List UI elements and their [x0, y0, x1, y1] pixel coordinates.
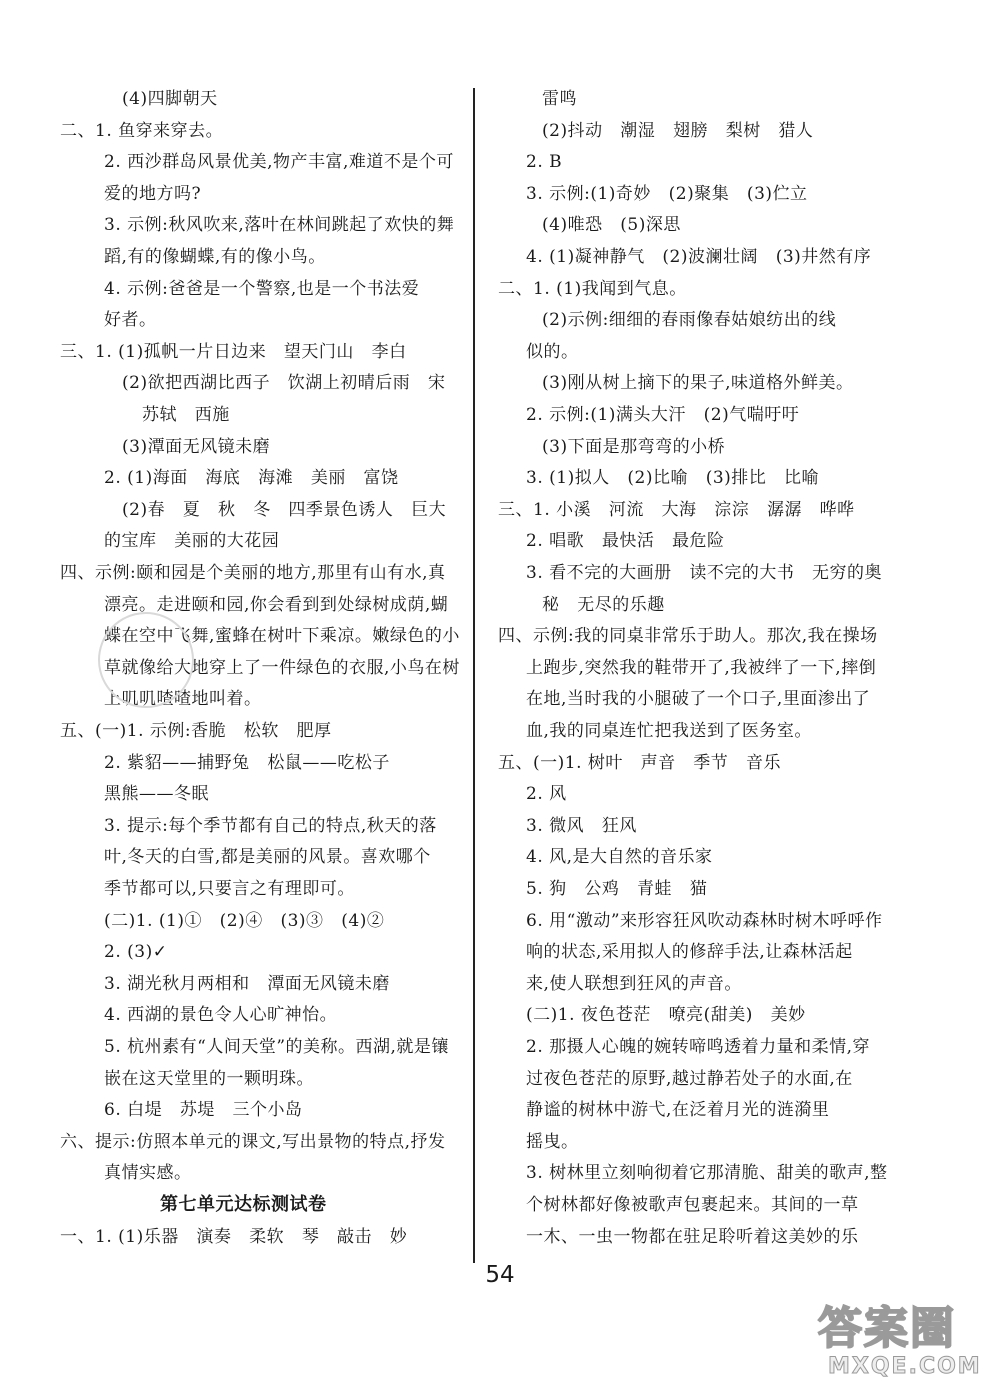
right-col-line-20: 在地,当时我的小腿破了一个口子,里面渗出了: [526, 689, 871, 710]
left-col-line-16: 四、示例:颐和园是个美丽的地方,那里有山有水,真: [60, 563, 446, 583]
right-col-line-16: 3. 看不完的大画册 读不完的大书 无穷的奥: [526, 563, 883, 583]
right-col-line-30: (二)1. 夜色苍茫 嘹亮(甜美) 美妙: [526, 1005, 806, 1026]
watermark-sub-text: MXQE.COM: [828, 1354, 982, 1379]
left-col-line-8: 好者。: [104, 310, 157, 331]
right-col-line-25: 4. 风,是大自然的音乐家: [526, 847, 713, 868]
right-col-line-2: (2)抖动 潮湿 翅膀 梨树 猎人: [542, 120, 814, 141]
right-col-line-33: 静谧的树林中游弋,在泛着月光的涟漪里: [526, 1100, 830, 1121]
left-col-line-18: 蝶在空中飞舞,蜜蜂在树叶下乘凉。嫩绿色的小: [104, 626, 460, 647]
left-col-line-32: 嵌在这天堂里的一颗明珠。: [104, 1068, 314, 1089]
left-col-line-28: 2. (3)✓: [104, 942, 168, 963]
right-col-line-8: (2)示例:细细的春雨像春姑娘纺出的线: [542, 310, 837, 331]
left-col-line-1: (4)四脚朝天: [122, 89, 218, 109]
right-col-line-37: 一木、一虫一物都在驻足聆听着这美妙的乐: [526, 1226, 859, 1247]
right-col-line-7: 二、1. (1)我闻到气息。: [498, 278, 687, 299]
right-col-line-26: 5. 狗 公鸡 青蛙 猫: [526, 879, 708, 899]
left-col-line-9: 三、1. (1)孤帆一片日边来 望天门山 李白: [60, 341, 407, 362]
right-col-line-24: 3. 微风 狂风: [526, 815, 637, 836]
right-col-line-3: 2. B: [526, 152, 563, 173]
right-col-line-4: 3. 示例:(1)奇妙 (2)聚集 (3)伫立: [526, 183, 808, 204]
right-col-line-23: 2. 风: [526, 784, 567, 805]
left-col-line-11: 苏轼 西施: [142, 405, 230, 425]
right-col-line-27: 6. 用“激动”来形容狂风吹动森林时树木呼呼作: [526, 910, 883, 931]
right-col-line-6: 4. (1)凝神静气 (2)波澜壮阔 (3)井然有序: [526, 247, 872, 267]
right-col-line-13: 3. (1)拟人 (2)比喻 (3)排比 比喻: [526, 468, 819, 489]
right-col-line-10: (3)刚从树上摘下的果子,味道格外鲜美。: [542, 373, 854, 394]
right-col-line-11: 2. 示例:(1)满头大汗 (2)气喘吁吁: [526, 405, 800, 425]
left-col-line-4: 爱的地方吗?: [104, 183, 202, 204]
left-col-line-25: 叶,冬天的白雪,都是美丽的风景。喜欢哪个: [104, 847, 431, 868]
right-col-line-9: 似的。: [526, 341, 579, 362]
watermark-logo: [818, 1292, 983, 1387]
left-col-line-27: (二)1. (1)① (2)④ (3)③ (4)②: [104, 910, 385, 931]
left-col-line-34: 六、提示:仿照本单元的课文,写出景物的特点,抒发: [60, 1131, 446, 1152]
left-col-line-35: 真情实感。: [104, 1163, 192, 1184]
left-col-line-7: 4. 示例:爸爸是一个警察,也是一个书法爱: [104, 278, 420, 299]
left-col-line-5: 3. 示例:秋风吹来,落叶在林间跳起了欢快的舞: [104, 215, 455, 236]
right-col-line-5: (4)唯恐 (5)深思: [542, 215, 681, 236]
left-col-line-23: 黑熊——冬眠: [104, 784, 209, 805]
right-col-line-32: 过夜色苍茫的原野,越过静若处子的水面,在: [526, 1068, 853, 1089]
left-col-line-36: 第七单元达标测试卷: [160, 1194, 327, 1215]
column-divider: [473, 88, 475, 1263]
left-col-line-15: 的宝库 美丽的大花园: [104, 531, 280, 552]
right-col-line-19: 上跑步,突然我的鞋带开了,我被绊了一下,摔倒: [526, 657, 877, 678]
left-col-line-31: 5. 杭州素有“人间天堂”的美称。西湖,就是镶: [104, 1037, 449, 1057]
left-col-line-10: (2)欲把西湖比西子 饮湖上初晴后雨 宋: [122, 373, 446, 394]
left-col-line-2: 二、1. 鱼穿来穿去。: [60, 120, 224, 141]
right-col-line-34: 摇曳。: [526, 1131, 579, 1152]
right-col-line-36: 个树林都好像被歌声包裹起来。其间的一草: [526, 1195, 859, 1215]
left-col-line-13: 2. (1)海面 海底 海滩 美丽 富饶: [104, 468, 399, 489]
left-col-line-30: 4. 西湖的景色令人心旷神怡。: [104, 1005, 338, 1026]
right-col-line-21: 血,我的同桌连忙把我送到了医务室。: [526, 721, 812, 741]
left-col-line-17: 漂亮。走进颐和园,你会看到到处绿树成荫,蝴: [104, 594, 449, 615]
left-col-line-19: 草就像给大地穿上了一件绿色的衣服,小鸟在树: [104, 657, 460, 678]
right-col-line-28: 响的状态,采用拟人的修辞手法,让森林活起: [526, 942, 853, 963]
left-col-line-20: 上叽叽喳喳地叫着。: [104, 689, 262, 710]
right-col-line-15: 2. 唱歌 最快活 最危险: [526, 531, 725, 552]
right-col-line-18: 四、示例:我的同桌非常乐于助人。那次,我在操场: [498, 626, 878, 647]
right-col-line-31: 2. 那摄人心魄的婉转啼鸣透着力量和柔情,穿: [526, 1037, 871, 1057]
watermark-main-text: 答案圈: [818, 1303, 956, 1354]
right-col-line-17: 秘 无尽的乐趣: [542, 594, 665, 615]
left-col-line-37: 一、1. (1)乐器 演奏 柔软 琴 敲击 妙: [60, 1226, 408, 1247]
left-col-line-3: 2. 西沙群岛风景优美,物产丰富,难道不是个可: [104, 152, 454, 173]
left-col-line-21: 五、(一)1. 示例:香脆 松软 肥厚: [60, 721, 332, 741]
left-col-line-12: (3)潭面无风镜未磨: [122, 436, 271, 457]
right-col-line-22: 五、(一)1. 树叶 声音 季节 音乐: [498, 752, 782, 773]
left-col-line-14: (2)春 夏 秋 冬 四季景色诱人 巨大: [122, 499, 447, 520]
left-col-line-22: 2. 紫貂——捕野兔 松鼠——吃松子: [104, 752, 390, 773]
left-col-line-6: 蹈,有的像蝴蝶,有的像小鸟。: [104, 247, 326, 267]
page-number: 54: [485, 1262, 515, 1288]
left-col-line-29: 3. 湖光秋月两相和 潭面无风镜未磨: [104, 973, 390, 994]
right-col-line-1: 雷鸣: [542, 89, 577, 109]
right-col-line-35: 3. 树林里立刻响彻着它那清脆、甜美的歌声,整: [526, 1163, 888, 1184]
left-col-line-26: 季节都可以,只要言之有理即可。: [104, 879, 355, 899]
right-col-line-12: (3)下面是那弯弯的小桥: [542, 436, 726, 457]
right-col-line-29: 来,使人联想到狂风的声音。: [526, 973, 742, 994]
left-col-line-24: 3. 提示:每个季节都有自己的特点,秋天的落: [104, 815, 437, 836]
left-col-line-33: 6. 白堤 苏堤 三个小岛: [104, 1100, 303, 1121]
right-col-line-14: 三、1. 小溪 河流 大海 淙淙 潺潺 哗哗: [498, 499, 855, 520]
